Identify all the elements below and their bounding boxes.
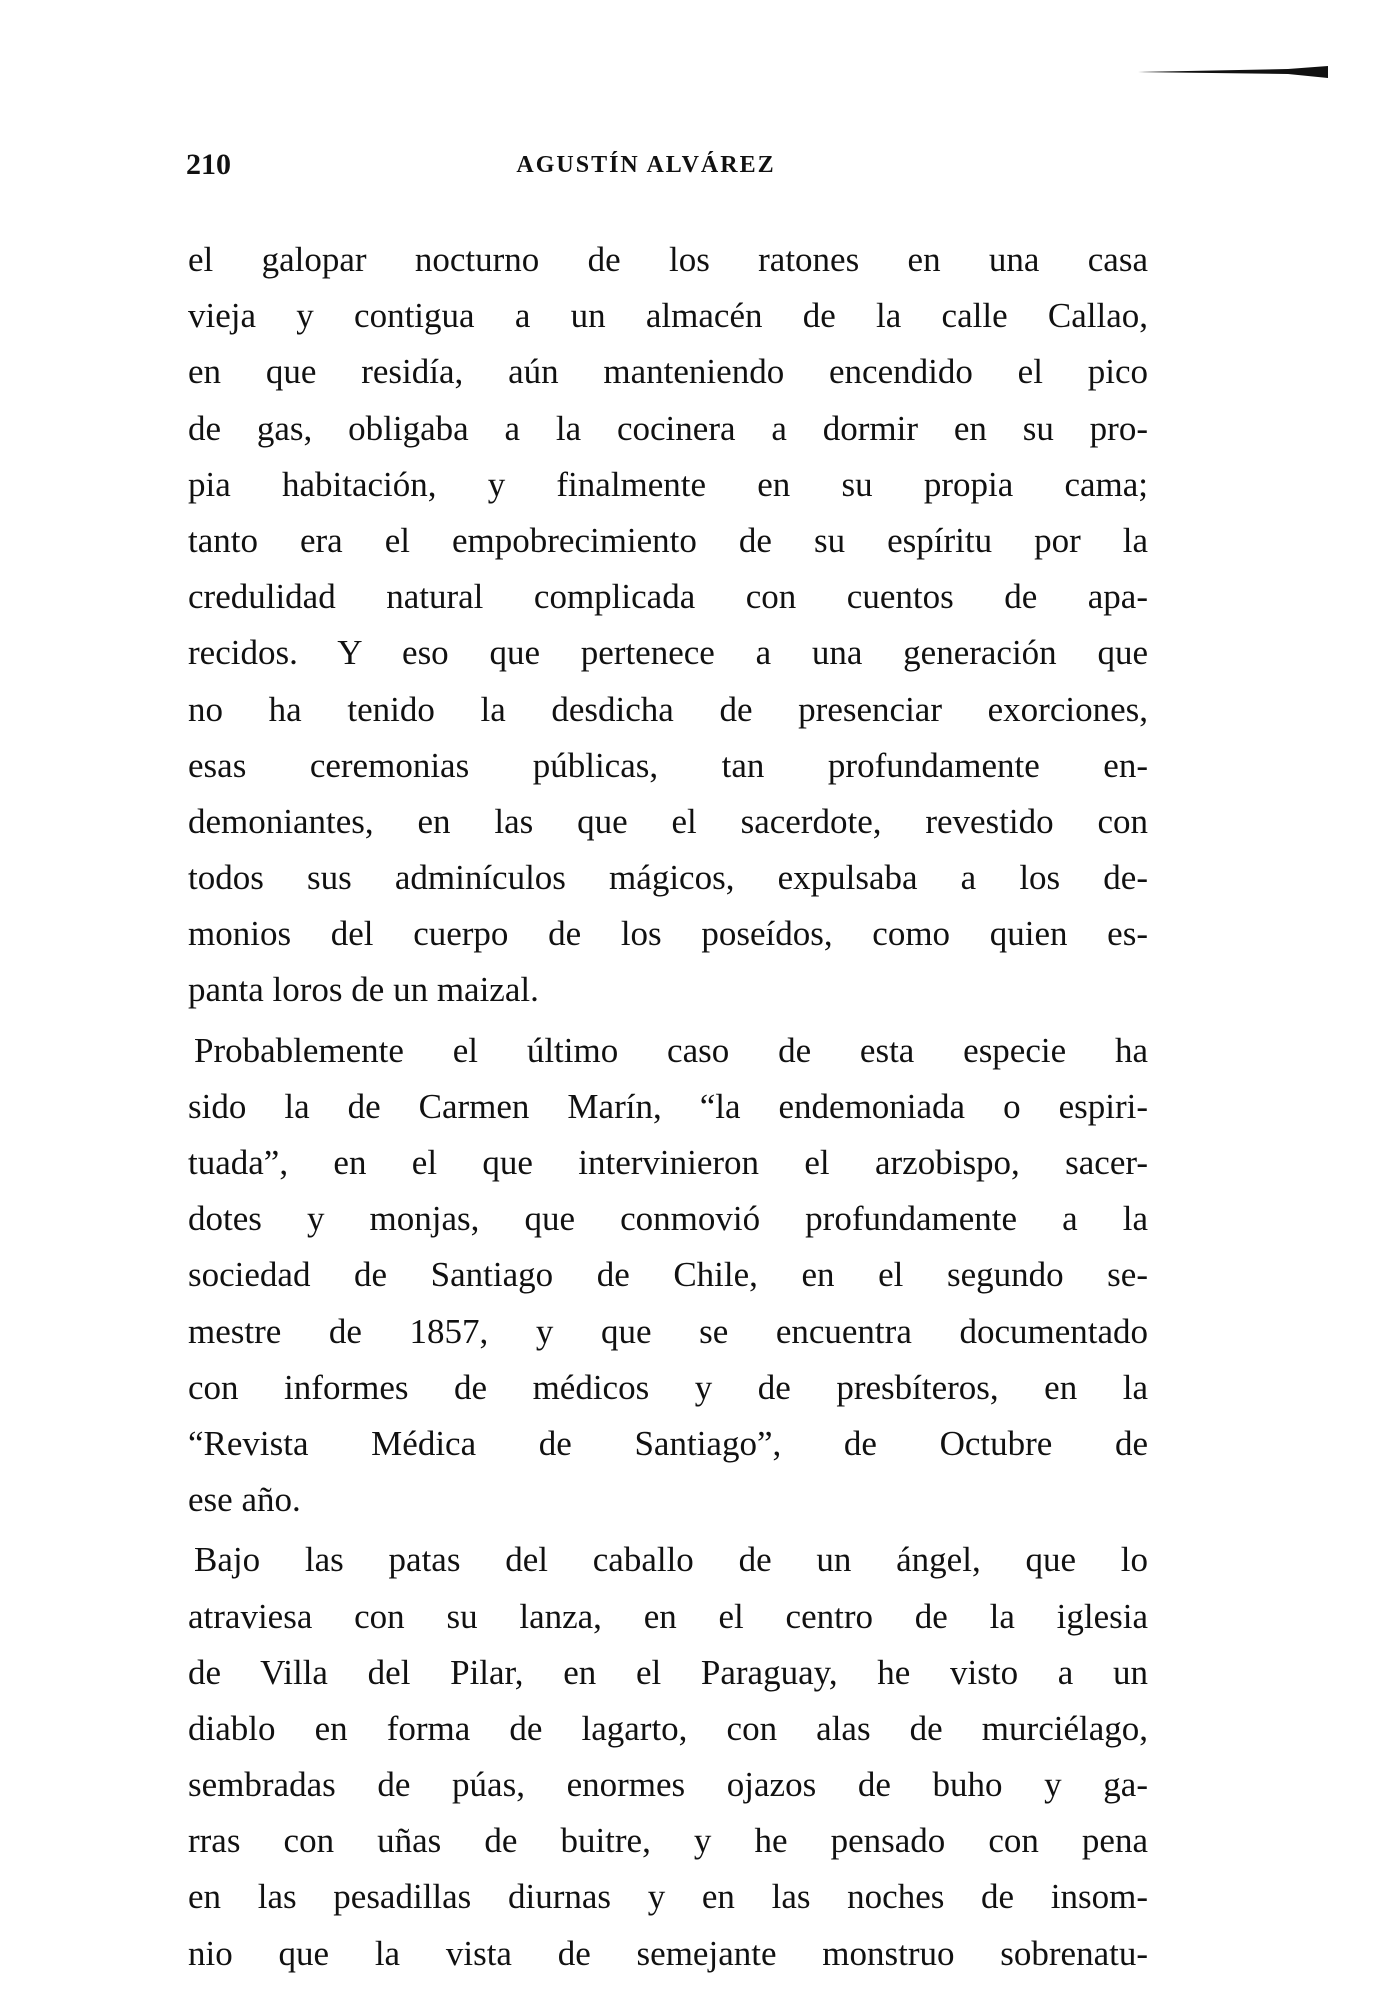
text-line: el galopar nocturno de los ratones en una casa	[188, 240, 1148, 279]
text-line: sembradas de púas, enormes ojazos de buho y ga-	[188, 1765, 1148, 1805]
text-line: diablo en forma de lagarto, con alas de murciélago,	[188, 1708, 1148, 1748]
text-line: en que residía, aún manteniendo encendido el pico	[188, 352, 1148, 392]
text-line: vieja y contigua a un almacén de la calle Callao,	[188, 296, 1148, 336]
text-line: tuada”, en el que intervinieron el arzobispo, sacer-	[188, 1143, 1148, 1182]
text-line: atraviesa con su lanza, en el centro de la iglesia	[188, 1596, 1148, 1636]
text-line: con informes de médicos y de presbíteros, en la	[188, 1367, 1148, 1407]
text-line: mestre de 1857, y que se encuentra documentado	[188, 1311, 1148, 1351]
paragraph	[188, 1532, 1148, 1982]
text-line: monios del cuerpo de los poseídos, como quien es-	[188, 914, 1148, 954]
text-line: “Revista Médica de Santiago”, de Octubre de	[188, 1423, 1148, 1463]
text-line: rras con uñas de buitre, y he pensado con pena	[188, 1821, 1148, 1861]
text-line: sociedad de Santiago de Chile, en el segundo se-	[188, 1255, 1148, 1295]
text-line: panta loros de un maizal.	[188, 970, 539, 1010]
text-line: de gas, obligaba a la cocinera a dormir en su pro-	[188, 408, 1148, 448]
page-header	[186, 148, 1146, 188]
text-line: Probablemente el último caso de esta especie ha	[194, 1030, 1148, 1070]
text-line: nio que la vista de semejante monstruo sobrenatu-	[188, 1933, 1148, 1973]
body-text	[188, 232, 1148, 1982]
page-number: 210	[186, 148, 231, 181]
text-line: ese año.	[188, 1480, 301, 1520]
text-line: recidos. Y eso que pertenece a una generación que	[188, 633, 1148, 673]
text-line: demoniantes, en las que el sacerdote, revestido con	[188, 801, 1148, 841]
text-line: sido la de Carmen Marín, “la endemoniada o espiri-	[188, 1086, 1148, 1126]
text-line: no ha tenido la desdicha de presenciar exorciones,	[188, 689, 1148, 729]
text-line: todos sus adminículos mágicos, expulsaba a los de-	[188, 858, 1148, 898]
text-line: tanto era el empobrecimiento de su espíritu por la	[188, 520, 1148, 560]
text-line: esas ceremonias públicas, tan profundamente en-	[188, 745, 1148, 785]
page-edge-mark	[1138, 66, 1328, 78]
paragraph	[188, 232, 1148, 1019]
text-line: en las pesadillas diurnas y en las noches de insom-	[188, 1877, 1148, 1917]
paragraph	[188, 1023, 1148, 1529]
text-line: credulidad natural complicada con cuentos de apa-	[188, 577, 1148, 617]
text-line: de Villa del Pilar, en el Paraguay, he visto a un	[188, 1652, 1148, 1692]
text-line: dotes y monjas, que conmovió profundamente a la	[188, 1199, 1148, 1239]
text-line: Bajo las patas del caballo de un ángel, que lo	[194, 1540, 1148, 1580]
text-line: pia habitación, y finalmente en su propia cama;	[188, 464, 1148, 504]
running-title: AGUSTÍN ALVÁREZ	[516, 152, 776, 178]
